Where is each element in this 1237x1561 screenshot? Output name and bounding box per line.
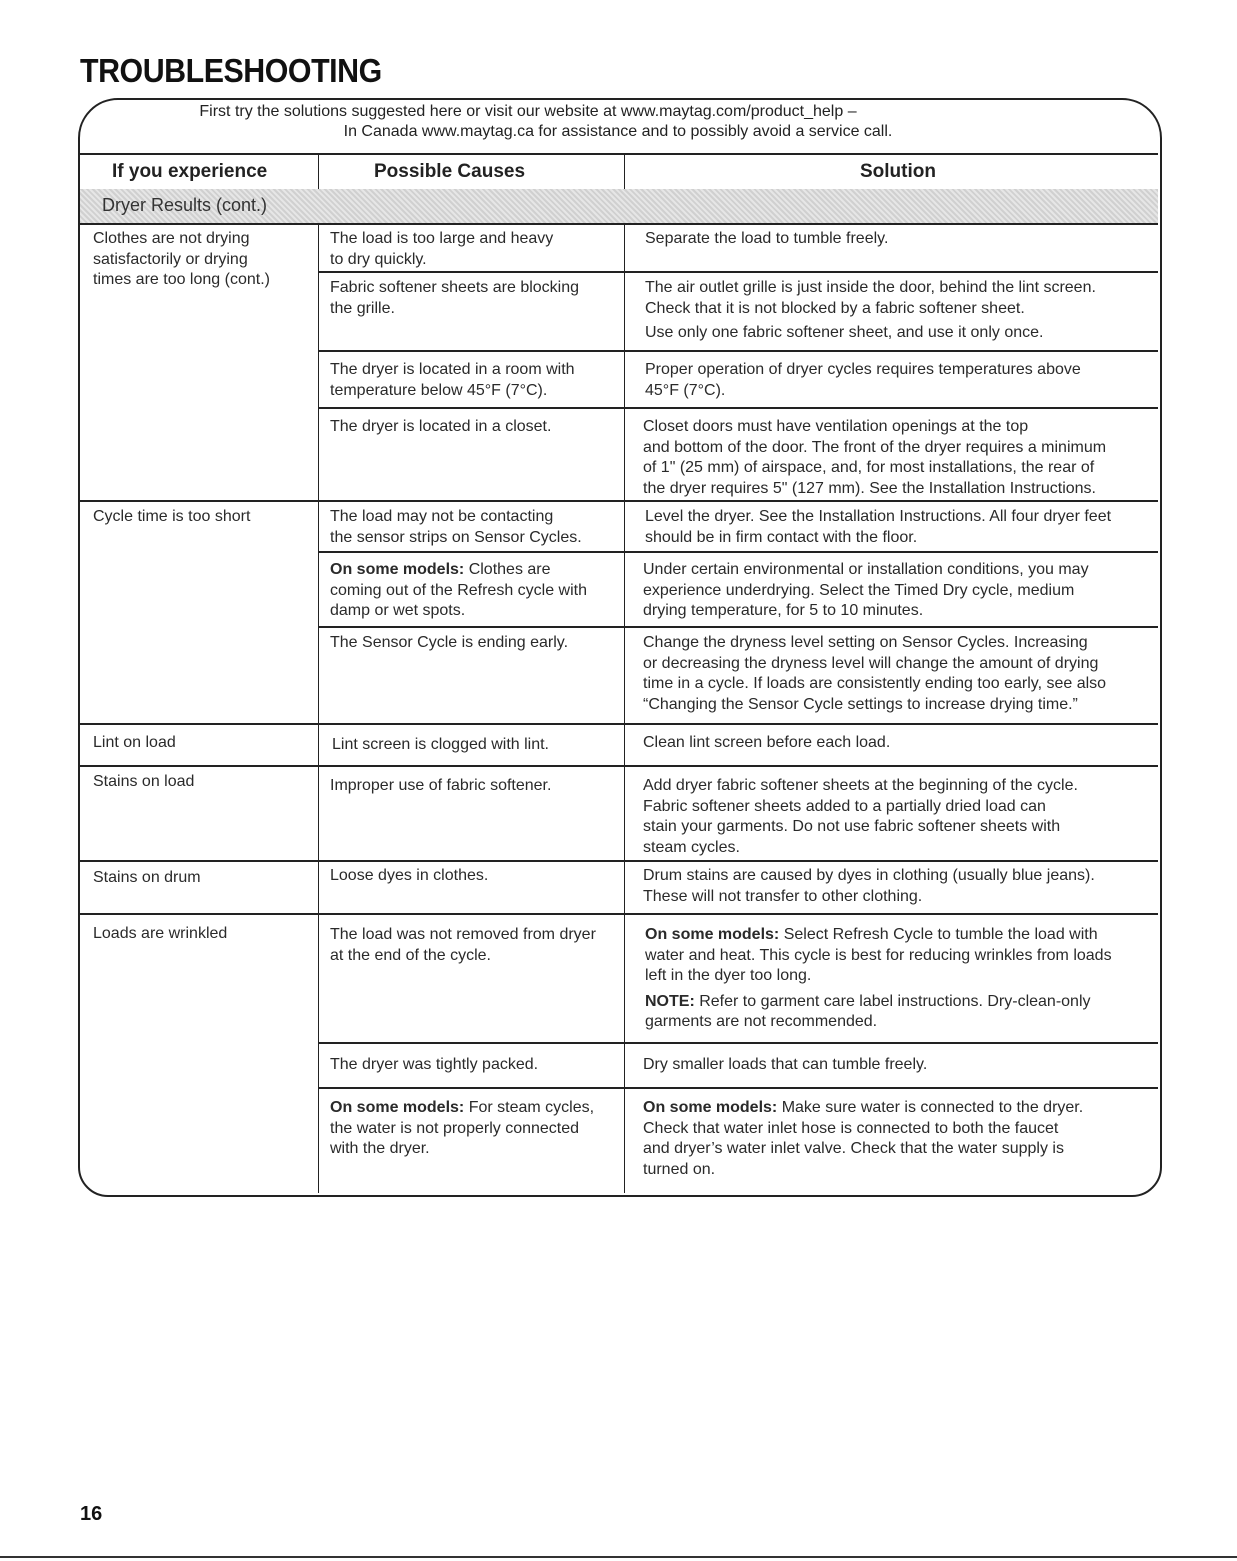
table-row-experience xyxy=(93,924,227,945)
header-causes: Possible Causes xyxy=(374,161,526,182)
bold-label: On some models: xyxy=(330,1099,465,1116)
row-divider xyxy=(318,271,1158,273)
note-label: NOTE: xyxy=(645,992,695,1010)
text-line: should be in firm contact with the floor. xyxy=(645,528,918,546)
column-divider xyxy=(624,225,625,1193)
row-divider xyxy=(80,765,1158,767)
text-line: the sensor strips on Sensor Cycles. xyxy=(330,528,582,546)
table-row-solution xyxy=(643,776,1078,858)
bold-label: On some models: xyxy=(330,561,465,578)
text-line: of 1" (25 mm) of airspace, and, for most installations, the rear of xyxy=(643,459,1095,476)
text-line: Lint screen is clogged with lint. xyxy=(332,736,549,753)
table-row-experience xyxy=(93,507,250,528)
table-row-cause xyxy=(330,1098,594,1160)
header-solution: Solution xyxy=(860,161,936,182)
table-row-solution xyxy=(643,866,1095,907)
footer-rule xyxy=(0,1556,1237,1558)
text-line: left in the dyer too long. xyxy=(645,967,812,984)
table-row-solution xyxy=(645,360,1081,401)
text-line: Use only one fabric softener sheet, and use it only once. xyxy=(645,324,1044,341)
text-line: drying temperature, for 5 to 10 minutes. xyxy=(643,602,924,619)
text-line: at the end of the cycle. xyxy=(330,946,491,964)
text-span: Refer to garment care label instructions. Dry-clean-only xyxy=(694,992,1091,1010)
table-row-cause xyxy=(332,735,549,756)
bold-label: On some models: xyxy=(643,1099,778,1116)
header-divider xyxy=(624,155,625,189)
text-line: Clean lint screen before each load. xyxy=(643,734,891,751)
text-line: The dryer was tightly packed. xyxy=(330,1056,539,1073)
text-line: The load may not be contacting xyxy=(330,508,554,525)
table-row-solution xyxy=(643,1098,1083,1180)
row-divider xyxy=(318,1087,1158,1089)
text-line: The load was not removed from dryer xyxy=(330,926,596,943)
section-title: Dryer Results (cont.) xyxy=(102,195,268,215)
table-row-cause xyxy=(330,560,587,622)
text-line: with the dryer. xyxy=(330,1140,430,1157)
table-header-row xyxy=(80,153,1158,191)
text-line: The load is too large and heavy xyxy=(330,230,554,247)
text-line: or decreasing the dryness level will change the amount of drying xyxy=(643,654,1099,672)
row-divider xyxy=(318,350,1158,352)
text-line: steam cycles. xyxy=(643,838,740,856)
table-row-solution xyxy=(643,560,1089,622)
text-line: coming out of the Refresh cycle with xyxy=(330,581,588,599)
text-line: Loose dyes in clothes. xyxy=(330,867,489,884)
table-row-cause xyxy=(330,1055,538,1076)
text-line: The dryer is located in a room with xyxy=(330,361,575,378)
text-line: damp or wet spots. xyxy=(330,602,466,619)
text-line: Dry smaller loads that can tumble freely. xyxy=(643,1056,928,1073)
text-span: Clothes are xyxy=(464,561,551,578)
table-row-cause xyxy=(330,360,575,401)
header-divider xyxy=(318,155,319,189)
text-line: water and heat. This cycle is best for reducing wrinkles from loads xyxy=(645,946,1112,964)
text-line: These will not transfer to other clothing. xyxy=(643,887,923,905)
column-divider xyxy=(318,225,319,1193)
page-title: TROUBLESHOOTING xyxy=(80,52,382,89)
table-row-solution xyxy=(643,1055,927,1076)
row-divider xyxy=(318,626,1158,628)
table-row-solution xyxy=(643,417,1106,499)
table-row-cause xyxy=(330,925,596,966)
intro-text xyxy=(78,102,1158,142)
table-row-solution xyxy=(643,733,890,754)
text-line: Drum stains are caused by dyes in clothing (usually blue jeans). xyxy=(643,867,1095,884)
table-row-solution xyxy=(645,278,1096,344)
text-line: the water is not properly connected xyxy=(330,1119,580,1137)
table-row-experience xyxy=(93,733,176,754)
text-line: turned on. xyxy=(643,1160,716,1178)
table-row-cause xyxy=(330,633,568,654)
text-line: Clothes are not drying xyxy=(93,230,250,247)
text-line: time in a cycle. If loads are consistently ending too early, see also xyxy=(643,675,1107,692)
text-line: Proper operation of dryer cycles requires temperatures above xyxy=(645,361,1081,378)
table-row-solution xyxy=(645,507,1111,548)
text-line: times are too long (cont.) xyxy=(93,271,270,288)
text-line: Check that it is not blocked by a fabric softener sheet. xyxy=(645,299,1025,317)
text-line: The Sensor Cycle is ending early. xyxy=(330,634,569,651)
text-line: experience underdrying. Select the Timed Dry cycle, medium xyxy=(643,581,1075,599)
text-line: and bottom of the door. The front of the dryer requires a minimum xyxy=(643,438,1107,456)
text-line: Closet doors must have ventilation openings at the top xyxy=(643,418,1029,435)
text-line: Add dryer fabric softener sheets at the beginning of the cycle. xyxy=(643,777,1078,794)
intro-line-1: First try the solutions suggested here or visit our website at www.maytag.com/product_help – xyxy=(199,103,857,120)
text-line: 45°F (7°C). xyxy=(645,381,726,399)
text-line: the grille. xyxy=(330,299,395,317)
text-line: Improper use of fabric softener. xyxy=(330,777,552,794)
row-divider xyxy=(80,860,1158,862)
text-line: stain your garments. Do not use fabric softener sheets with xyxy=(643,818,1061,835)
row-divider xyxy=(80,723,1158,725)
text-line: Change the dryness level setting on Sensor Cycles. Increasing xyxy=(643,634,1088,651)
text-line: and dryer’s water inlet valve. Check that the water supply is xyxy=(643,1140,1064,1157)
table-row-experience xyxy=(93,772,194,793)
row-divider xyxy=(80,500,1158,502)
text-line: Lint on load xyxy=(93,734,176,751)
table-row-experience xyxy=(93,229,270,291)
section-bar xyxy=(80,189,1158,225)
table-row-cause xyxy=(330,866,488,887)
page-number: 16 xyxy=(80,1503,103,1525)
table-row-solution xyxy=(645,925,1112,1033)
table-row-solution xyxy=(645,229,888,250)
text-line: Under certain environmental or installation conditions, you may xyxy=(643,561,1089,578)
text-line: the dryer requires 5" (127 mm). See the Installation Instructions. xyxy=(643,479,1096,497)
text-line: garments are not recommended. xyxy=(645,1013,878,1030)
text-line: Loads are wrinkled xyxy=(93,925,228,942)
text-line: satisfactorily or drying xyxy=(93,250,248,268)
text-line: “Changing the Sensor Cycle settings to increase drying time.” xyxy=(643,695,1078,713)
text-line: Separate the load to tumble freely. xyxy=(645,230,889,247)
text-line: Check that water inlet hose is connected to both the faucet xyxy=(643,1119,1059,1137)
text-line: Fabric softener sheets added to a partially dried load can xyxy=(643,797,1046,815)
text-line: Stains on drum xyxy=(93,869,201,886)
intro-line-2: In Canada www.maytag.ca for assistance and to possibly avoid a service call. xyxy=(343,123,893,140)
table-row-solution xyxy=(643,633,1106,715)
text-line: The dryer is located in a closet. xyxy=(330,418,552,435)
text-line: Level the dryer. See the Installation Instructions. All four dryer feet xyxy=(645,508,1112,525)
bold-label: On some models: xyxy=(645,926,780,943)
text-line: Stains on load xyxy=(93,773,195,790)
row-divider xyxy=(80,913,1158,915)
text-span: For steam cycles, xyxy=(464,1099,595,1116)
text-line: The air outlet grille is just inside the door, behind the lint screen. xyxy=(645,279,1096,296)
text-line: Cycle time is too short xyxy=(93,508,251,525)
row-divider xyxy=(318,407,1158,409)
text-line: temperature below 45°F (7°C). xyxy=(330,381,548,399)
table-row-experience xyxy=(93,868,201,889)
row-divider xyxy=(318,1042,1158,1044)
text-line: Fabric softener sheets are blocking xyxy=(330,279,580,296)
table-row-cause xyxy=(330,278,579,319)
row-divider xyxy=(318,551,1158,553)
troubleshooting-table xyxy=(80,225,1158,1193)
table-row-cause xyxy=(330,776,551,797)
header-experience: If you experience xyxy=(112,161,268,182)
text-span: Select Refresh Cycle to tumble the load with xyxy=(779,926,1098,943)
text-span: Make sure water is connected to the dryer. xyxy=(777,1099,1084,1116)
table-row-cause xyxy=(330,229,553,270)
text-line: to dry quickly. xyxy=(330,250,427,268)
table-row-cause xyxy=(330,417,551,438)
table-row-cause xyxy=(330,507,582,548)
